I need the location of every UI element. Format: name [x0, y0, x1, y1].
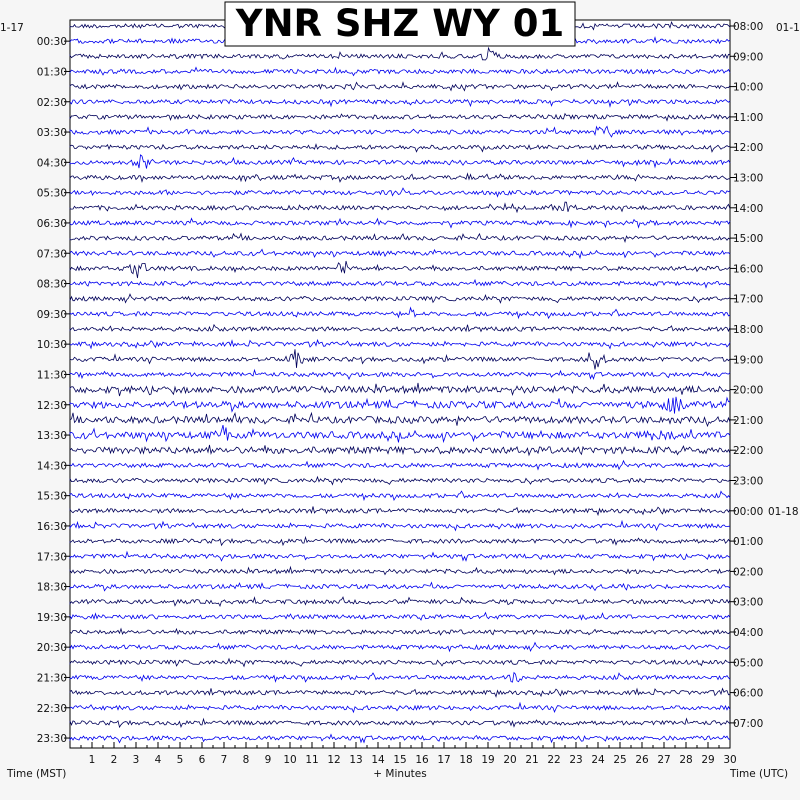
- left-tick-label: 19:30: [36, 611, 67, 624]
- left-axis-label: Time (MST): [7, 768, 67, 780]
- left-tick-label: 06:30: [36, 217, 67, 230]
- left-tick-label: 03:30: [36, 127, 67, 140]
- left-tick-label: 21:30: [36, 672, 67, 685]
- left-tick-label: 09:30: [36, 308, 67, 321]
- right-tick-label: 08:00: [733, 21, 764, 33]
- x-tick-label: 29: [701, 754, 715, 766]
- right-date-change-label: 01-18: [768, 505, 799, 518]
- chart-title: YNR SHZ WY 01: [235, 2, 565, 45]
- x-tick-label: 6: [198, 754, 206, 766]
- left-tick-label: 17:30: [36, 551, 67, 564]
- x-tick-label: 16: [415, 754, 429, 766]
- x-tick-label: 8: [242, 754, 250, 766]
- left-tick-label: 18:30: [36, 581, 67, 594]
- x-tick-label: 15: [393, 754, 407, 766]
- plot-area: [70, 20, 730, 748]
- right-tick-label: 17:00: [733, 293, 764, 306]
- right-tick-label: 10:00: [733, 81, 764, 94]
- right-tick-label: 21:00: [733, 414, 764, 427]
- x-tick-label: 3: [132, 754, 140, 766]
- x-tick-label: 19: [481, 754, 495, 766]
- x-tick-label: 20: [503, 754, 517, 766]
- left-tick-label: 08:30: [36, 278, 67, 291]
- left-tick-label: 13:30: [36, 430, 67, 443]
- x-tick-label: 7: [220, 754, 228, 766]
- x-tick-label: 2: [110, 754, 118, 766]
- right-tick-label: 02:00: [733, 566, 764, 579]
- right-tick-label: 13:00: [733, 172, 764, 185]
- left-tick-label: 16:30: [36, 520, 67, 533]
- left-tick-label: 23:30: [36, 733, 67, 746]
- x-tick-label: 27: [657, 754, 671, 766]
- right-tick-label: 05:00: [733, 657, 764, 670]
- right-tick-label: 09:00: [733, 51, 764, 64]
- left-tick-label: 07:30: [36, 248, 67, 261]
- right-tick-label: 03:00: [733, 596, 764, 609]
- right-labels-group: [730, 21, 799, 730]
- right-tick-label: 22:00: [733, 445, 764, 458]
- x-tick-label: 13: [349, 754, 363, 766]
- right-tick-label: 04:00: [733, 627, 764, 639]
- right-date-label: 01-1: [776, 22, 800, 34]
- x-tick-label: 4: [154, 754, 162, 766]
- right-tick-label: 14:00: [733, 202, 764, 215]
- right-tick-label: 01:00: [733, 536, 764, 549]
- x-tick-label: 24: [591, 754, 605, 766]
- x-tick-label: 21: [525, 754, 539, 766]
- left-tick-label: 11:30: [36, 369, 67, 382]
- x-tick-label: 14: [371, 754, 385, 766]
- x-tick-label: 17: [437, 754, 451, 766]
- left-tick-label: 12:30: [36, 399, 67, 412]
- right-tick-label: 00:00: [733, 505, 764, 518]
- right-tick-label: 16:00: [733, 263, 764, 276]
- left-tick-label: 14:30: [36, 460, 67, 473]
- x-tick-label: 30: [723, 754, 737, 766]
- right-tick-label: 19:00: [733, 354, 764, 367]
- left-date-label: 1-17: [0, 22, 24, 34]
- left-tick-label: 00:30: [36, 36, 67, 49]
- x-tick-label: 25: [613, 754, 627, 766]
- left-tick-label: 10:30: [36, 339, 67, 352]
- right-tick-label: 20:00: [733, 384, 764, 397]
- right-tick-label: 07:00: [733, 717, 764, 730]
- left-tick-label: 04:30: [36, 157, 67, 170]
- right-tick-label: 23:00: [733, 475, 764, 488]
- left-tick-label: 15:30: [36, 490, 67, 503]
- x-tick-label: 5: [176, 754, 184, 766]
- right-tick-label: 11:00: [733, 111, 764, 124]
- right-tick-label: 12:00: [733, 142, 764, 155]
- left-tick-label: 02:30: [36, 96, 67, 109]
- left-labels-group: [37, 36, 70, 745]
- right-axis-label: Time (UTC): [730, 768, 789, 780]
- x-tick-label: 11: [305, 754, 319, 766]
- x-tick-label: 23: [569, 754, 583, 766]
- x-axis-label: + Minutes: [373, 768, 427, 780]
- left-tick-label: 01:30: [36, 66, 67, 79]
- left-tick-label: 05:30: [36, 187, 67, 200]
- right-tick-label: 15:00: [733, 233, 764, 246]
- x-tick-label: 12: [327, 754, 341, 766]
- x-tick-label: 9: [264, 754, 272, 766]
- x-tick-label: 1: [88, 754, 96, 766]
- x-tick-label: 26: [635, 754, 649, 766]
- right-tick-label: 06:00: [733, 687, 764, 700]
- right-tick-label: 18:00: [733, 324, 764, 336]
- x-tick-label: 28: [679, 754, 693, 766]
- x-tick-label: 18: [459, 754, 473, 766]
- left-tick-label: 20:30: [36, 642, 67, 655]
- left-tick-label: 22:30: [36, 702, 67, 715]
- x-tick-label: 22: [547, 754, 561, 766]
- x-tick-label: 10: [283, 754, 297, 766]
